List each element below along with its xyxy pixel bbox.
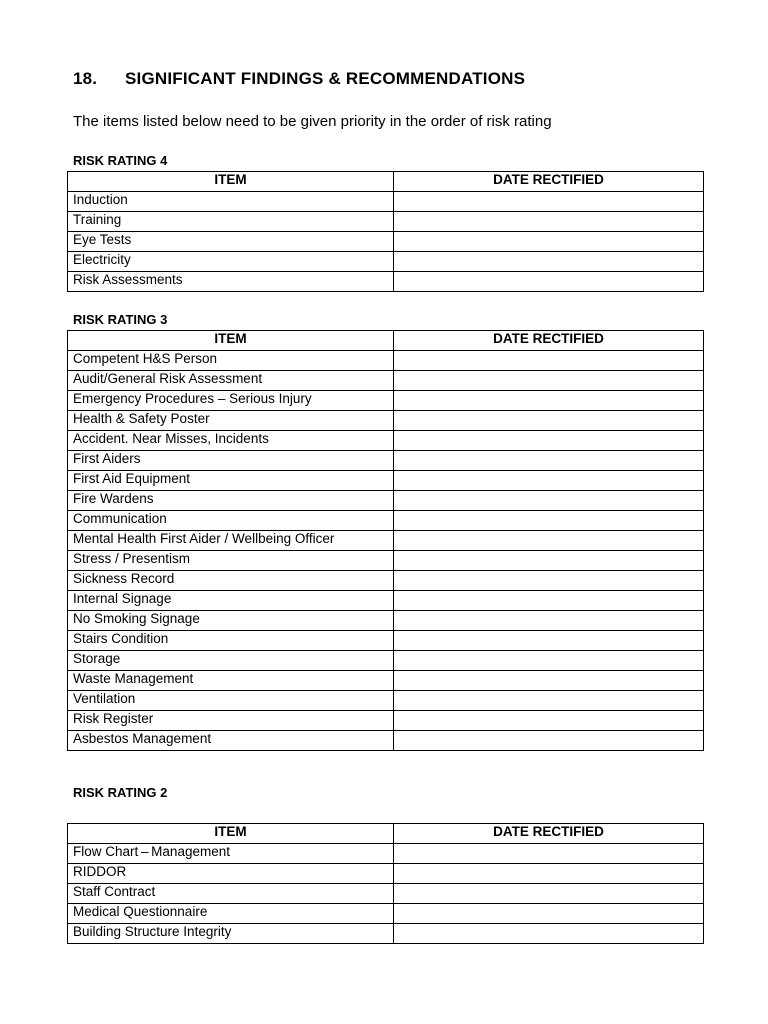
table-row bbox=[68, 351, 704, 371]
date-rectified-cell[interactable] bbox=[394, 272, 704, 292]
item-cell: No Smoking Signage bbox=[68, 611, 394, 631]
date-rectified-cell[interactable] bbox=[394, 691, 704, 711]
item-cell: Internal Signage bbox=[68, 591, 394, 611]
item-cell: Staff Contract bbox=[68, 884, 394, 904]
column-header-item: ITEM bbox=[68, 824, 394, 844]
risk-rating-3-table bbox=[67, 330, 704, 751]
risk-rating-2-label: RISK RATING 2 bbox=[73, 785, 168, 800]
column-header-date-rectified: DATE RECTIFIED bbox=[394, 824, 704, 844]
item-cell: Stairs Condition bbox=[68, 631, 394, 651]
section-intro: The items listed below need to be given priority in the order of risk rating bbox=[73, 113, 552, 130]
table-row bbox=[68, 571, 704, 591]
item-cell: Fire Wardens bbox=[68, 491, 394, 511]
date-rectified-cell[interactable] bbox=[394, 904, 704, 924]
date-rectified-cell[interactable] bbox=[394, 371, 704, 391]
item-cell: Induction bbox=[68, 192, 394, 212]
item-cell: Sickness Record bbox=[68, 571, 394, 591]
date-rectified-cell[interactable] bbox=[394, 511, 704, 531]
date-rectified-cell[interactable] bbox=[394, 531, 704, 551]
table-row bbox=[68, 491, 704, 511]
table-row bbox=[68, 844, 704, 864]
item-cell: Electricity bbox=[68, 252, 394, 272]
item-cell: First Aiders bbox=[68, 451, 394, 471]
table-row bbox=[68, 711, 704, 731]
item-cell: Accident. Near Misses, Incidents bbox=[68, 431, 394, 451]
item-cell: Health & Safety Poster bbox=[68, 411, 394, 431]
table-row bbox=[68, 451, 704, 471]
date-rectified-cell[interactable] bbox=[394, 411, 704, 431]
table-row bbox=[68, 631, 704, 651]
item-cell: Risk Register bbox=[68, 711, 394, 731]
table-row bbox=[68, 371, 704, 391]
date-rectified-cell[interactable] bbox=[394, 391, 704, 411]
item-cell: Building Structure Integrity bbox=[68, 924, 394, 944]
date-rectified-cell[interactable] bbox=[394, 491, 704, 511]
section-number: 18. bbox=[73, 69, 98, 88]
table-row bbox=[68, 232, 704, 252]
table-row bbox=[68, 864, 704, 884]
section-title: SIGNIFICANT FINDINGS & RECOMMENDATIONS bbox=[125, 69, 526, 88]
table-row bbox=[68, 192, 704, 212]
date-rectified-cell[interactable] bbox=[394, 351, 704, 371]
date-rectified-cell[interactable] bbox=[394, 844, 704, 864]
table-row bbox=[68, 591, 704, 611]
item-cell: RIDDOR bbox=[68, 864, 394, 884]
table-row bbox=[68, 431, 704, 451]
risk-rating-2-table bbox=[67, 823, 704, 944]
date-rectified-cell[interactable] bbox=[394, 591, 704, 611]
table-row bbox=[68, 212, 704, 232]
item-cell: Audit/General Risk Assessment bbox=[68, 371, 394, 391]
date-rectified-cell[interactable] bbox=[394, 571, 704, 591]
item-cell: Stress / Presentism bbox=[68, 551, 394, 571]
date-rectified-cell[interactable] bbox=[394, 864, 704, 884]
item-cell: Waste Management bbox=[68, 671, 394, 691]
item-cell: Training bbox=[68, 212, 394, 232]
date-rectified-cell[interactable] bbox=[394, 551, 704, 571]
item-cell: Storage bbox=[68, 651, 394, 671]
table-row bbox=[68, 884, 704, 904]
item-cell: Asbestos Management bbox=[68, 731, 394, 751]
table-header-row bbox=[68, 172, 704, 192]
date-rectified-cell[interactable] bbox=[394, 431, 704, 451]
section-heading bbox=[73, 69, 525, 89]
column-header-date-rectified: DATE RECTIFIED bbox=[394, 331, 704, 351]
table-row bbox=[68, 391, 704, 411]
table-row bbox=[68, 691, 704, 711]
table-header-row bbox=[68, 824, 704, 844]
table-row bbox=[68, 651, 704, 671]
risk-rating-4-label: RISK RATING 4 bbox=[73, 153, 168, 168]
item-cell: Mental Health First Aider / Wellbeing Officer bbox=[68, 531, 394, 551]
item-cell: Emergency Procedures – Serious Injury bbox=[68, 391, 394, 411]
table-row bbox=[68, 411, 704, 431]
column-header-item: ITEM bbox=[68, 172, 394, 192]
table-row bbox=[68, 551, 704, 571]
item-cell: Flow Chart – Management bbox=[68, 844, 394, 864]
table-row bbox=[68, 731, 704, 751]
item-cell: Ventilation bbox=[68, 691, 394, 711]
item-cell: Medical Questionnaire bbox=[68, 904, 394, 924]
risk-rating-3-label: RISK RATING 3 bbox=[73, 312, 168, 327]
item-cell: Competent H&S Person bbox=[68, 351, 394, 371]
date-rectified-cell[interactable] bbox=[394, 731, 704, 751]
date-rectified-cell[interactable] bbox=[394, 232, 704, 252]
table-row bbox=[68, 531, 704, 551]
date-rectified-cell[interactable] bbox=[394, 671, 704, 691]
table-row bbox=[68, 904, 704, 924]
table-header-row bbox=[68, 331, 704, 351]
item-cell: Communication bbox=[68, 511, 394, 531]
date-rectified-cell[interactable] bbox=[394, 471, 704, 491]
date-rectified-cell[interactable] bbox=[394, 611, 704, 631]
date-rectified-cell[interactable] bbox=[394, 252, 704, 272]
date-rectified-cell[interactable] bbox=[394, 884, 704, 904]
date-rectified-cell[interactable] bbox=[394, 212, 704, 232]
date-rectified-cell[interactable] bbox=[394, 711, 704, 731]
item-cell: Eye Tests bbox=[68, 232, 394, 252]
column-header-date-rectified: DATE RECTIFIED bbox=[394, 172, 704, 192]
item-cell: First Aid Equipment bbox=[68, 471, 394, 491]
column-header-item: ITEM bbox=[68, 331, 394, 351]
table-row bbox=[68, 671, 704, 691]
table-row bbox=[68, 252, 704, 272]
table-row bbox=[68, 272, 704, 292]
table-row bbox=[68, 471, 704, 491]
date-rectified-cell[interactable] bbox=[394, 192, 704, 212]
date-rectified-cell[interactable] bbox=[394, 631, 704, 651]
item-cell: Risk Assessments bbox=[68, 272, 394, 292]
table-row bbox=[68, 511, 704, 531]
risk-rating-4-table bbox=[67, 171, 704, 292]
table-row bbox=[68, 611, 704, 631]
date-rectified-cell[interactable] bbox=[394, 924, 704, 944]
date-rectified-cell[interactable] bbox=[394, 451, 704, 471]
date-rectified-cell[interactable] bbox=[394, 651, 704, 671]
table-row bbox=[68, 924, 704, 944]
